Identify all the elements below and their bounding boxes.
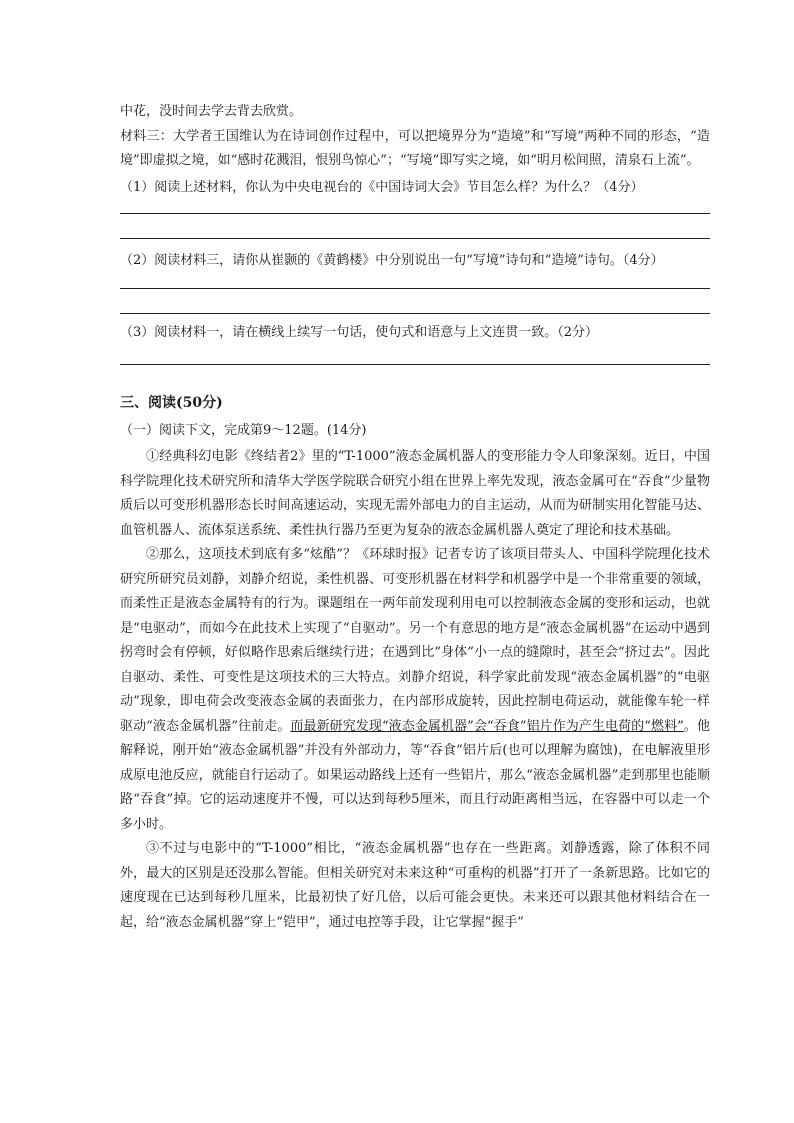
answer-line[interactable]	[120, 238, 710, 239]
subsection-title: （一）阅读下文，完成第9～12题。(14分)	[120, 423, 367, 438]
question-3: （3）阅读材料一，请在横线上续写一句话，使句式和语意与上文连贯一致。（2分）	[120, 324, 599, 340]
underlined-sentence: 而最新研究发现“液态金属机器”会“吞食”铝片作为产生电荷的“燃料”	[290, 718, 684, 734]
material-three: 材料三：大学者王国维认为在诗词创作过程中，可以把境界分为“造境”和“写境”两种不同的形态，“造境”即虚拟之境，如“感时花溅泪，恨别鸟惊心”；“写境”即写实之境，如“明月松间照，清泉石上流”。	[120, 128, 710, 168]
paragraph-2-text-b: 。他解释说，刚开始“液态金属机器”并没有外部动力，等“吞食”铝片后(也可以理解为腐蚀)，在电解液里形成原电池反应，就能自行运动了。如果运动路线上还有一些铝片，那么“液态金属机器”走到那里也能顺路“吞食”掉。它的运动速度并不慢，可以达到每秒5厘米，而且行动距离相当远，在容器中可以走一个多小时。	[120, 718, 710, 832]
question-2: （2）阅读材料三，请你从崔颢的《黄鹤楼》中分别说出一句“写境”诗句和“造境”诗句。（4分）	[120, 253, 664, 268]
question-1: （1）阅读上述材料，你认为中央电视台的《中国诗词大会》节目怎么样？为什么？（4分）	[120, 179, 644, 195]
paragraph-2-text-a: ②那么，这项技术到底有多“炫酷”？《环球时报》记者专访了该项目带头人、中国科学院理化技术研究所研究员刘静，刘静介绍说，柔性机器、可变形机器在材料学和机器学中是一个非常重要的领域，而柔性正是液态金属特有的行为。课题组在一两年前发现利用电可以控制液态金属的变形和运动，也就是“电驱动”，而如今在此技术上实现了“自驱动”。另一个有意思的地方是“液态金属机器”在运动中遇到拐弯时会有停顿，好似略作思索后继续行进；在遇到比“身体”小一点的缝隙时，甚至会“挤过去”。因此自驱动、柔性、可变性是这项技术的三大特点。刘静介绍说，科学家此前发现“液态金属机器”的“电驱动”现象，即电荷会改变液态金属的表面张力，在内部形成旋转，因此控制电荷运动，就能像车轮一样驱动“液态金属机器”往前走。	[120, 547, 710, 734]
answer-line[interactable]	[120, 213, 710, 214]
answer-line[interactable]	[120, 288, 710, 289]
answer-line[interactable]	[120, 313, 710, 314]
answer-line[interactable]	[120, 364, 710, 365]
article-paragraph-2	[120, 543, 710, 837]
section-title: 三、阅读(50分)	[120, 395, 223, 411]
text-line-flowers: 中花，没时间去学去背去欣赏。	[120, 104, 303, 119]
page-content	[120, 100, 710, 935]
article-paragraph-3: ③不过与电影中的“T-1000”相比，“液态金属机器”也存在一些距离。刘静透露，除了体积不同外，最大的区别是还没那么智能。但相关研究对未来这种“可重构的机器”打开了一条新思路。比如它的速度现在已达到每秒几厘米，比最初快了好几倍，以后可能会更快。未来还可以跟其他材料结合在一起，给“液态金属机器”穿上“铠甲”，通过电控等手段，让它掌握“握手”	[120, 841, 710, 930]
article-paragraph-1: ①经典科幻电影《终结者2》里的“T-1000”液态金属机器人的变形能力令人印象深刻。近日，中国科学院理化技术研究所和清华大学医学院联合研究小组在世界上率先发现，液态金属可在“吞食”少量物质后以可变形机器形态长时间高速运动，实现无需外部电力的自主运动，从而为研制实用化智能马达、血管机器人、流体泵送系统、柔性执行器乃至更为复杂的液态金属机器人奠定了理论和技术基础。	[120, 449, 710, 538]
